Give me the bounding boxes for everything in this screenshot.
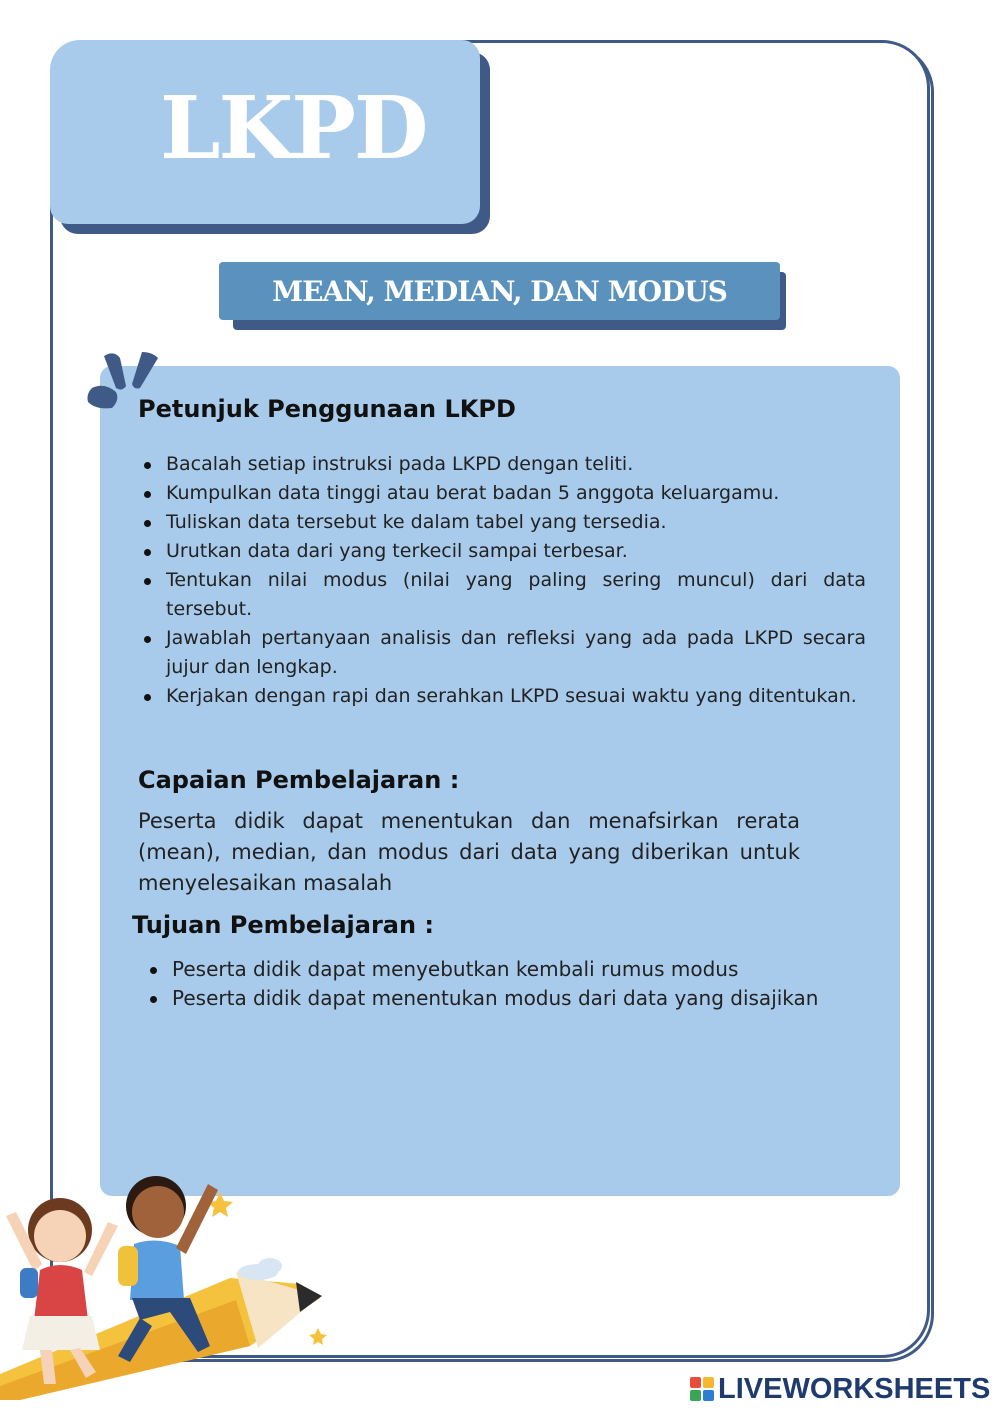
instructions-list [140, 450, 866, 711]
list-item: Tuliskan data tersebut ke dalam tabel yang tersedia. [140, 508, 866, 537]
instructions-heading: Petunjuk Penggunaan LKPD [138, 395, 516, 423]
list-item: Tentukan nilai modus (nilai yang paling sering muncul) dari data tersebut. [140, 566, 866, 624]
tujuan-heading: Tujuan Pembelajaran : [132, 911, 435, 939]
capaian-text: Peserta didik dapat menentukan dan menafsirkan rerata (mean), median, dan modus dari data yang diberikan untuk menyelesaikan masalah [138, 809, 800, 895]
liveworksheets-logo-icon [690, 1377, 714, 1401]
capaian-heading: Capaian Pembelajaran : [138, 766, 460, 794]
list-item: Peserta didik dapat menentukan modus dari data yang disajikan [146, 984, 866, 1013]
subtitle-banner [219, 262, 780, 320]
list-item: Bacalah setiap instruksi pada LKPD dengan teliti. [140, 450, 866, 479]
list-item: Peserta didik dapat menyebutkan kembali rumus modus [146, 955, 866, 984]
page-title: LKPD [160, 78, 427, 179]
subtitle-text: MEAN, MEDIAN, DAN MODUS [272, 274, 727, 308]
kids-on-pencil-illustration [0, 1160, 340, 1400]
list-item: Kumpulkan data tinggi atau berat badan 5 anggota keluargamu. [140, 479, 866, 508]
liveworksheets-wordmark: LIVEWORKSHEETS [718, 1372, 991, 1405]
liveworksheets-brand [690, 1372, 990, 1406]
list-item: Jawablah pertanyaan analisis dan refleksi yang ada pada LKPD secara jujur dan lengkap. [140, 624, 866, 682]
tujuan-list [146, 955, 866, 1013]
list-item: Kerjakan dengan rapi dan serahkan LKPD sesuai waktu yang ditentukan. [140, 682, 866, 711]
list-item: Urutkan data dari yang terkecil sampai terbesar. [140, 537, 866, 566]
